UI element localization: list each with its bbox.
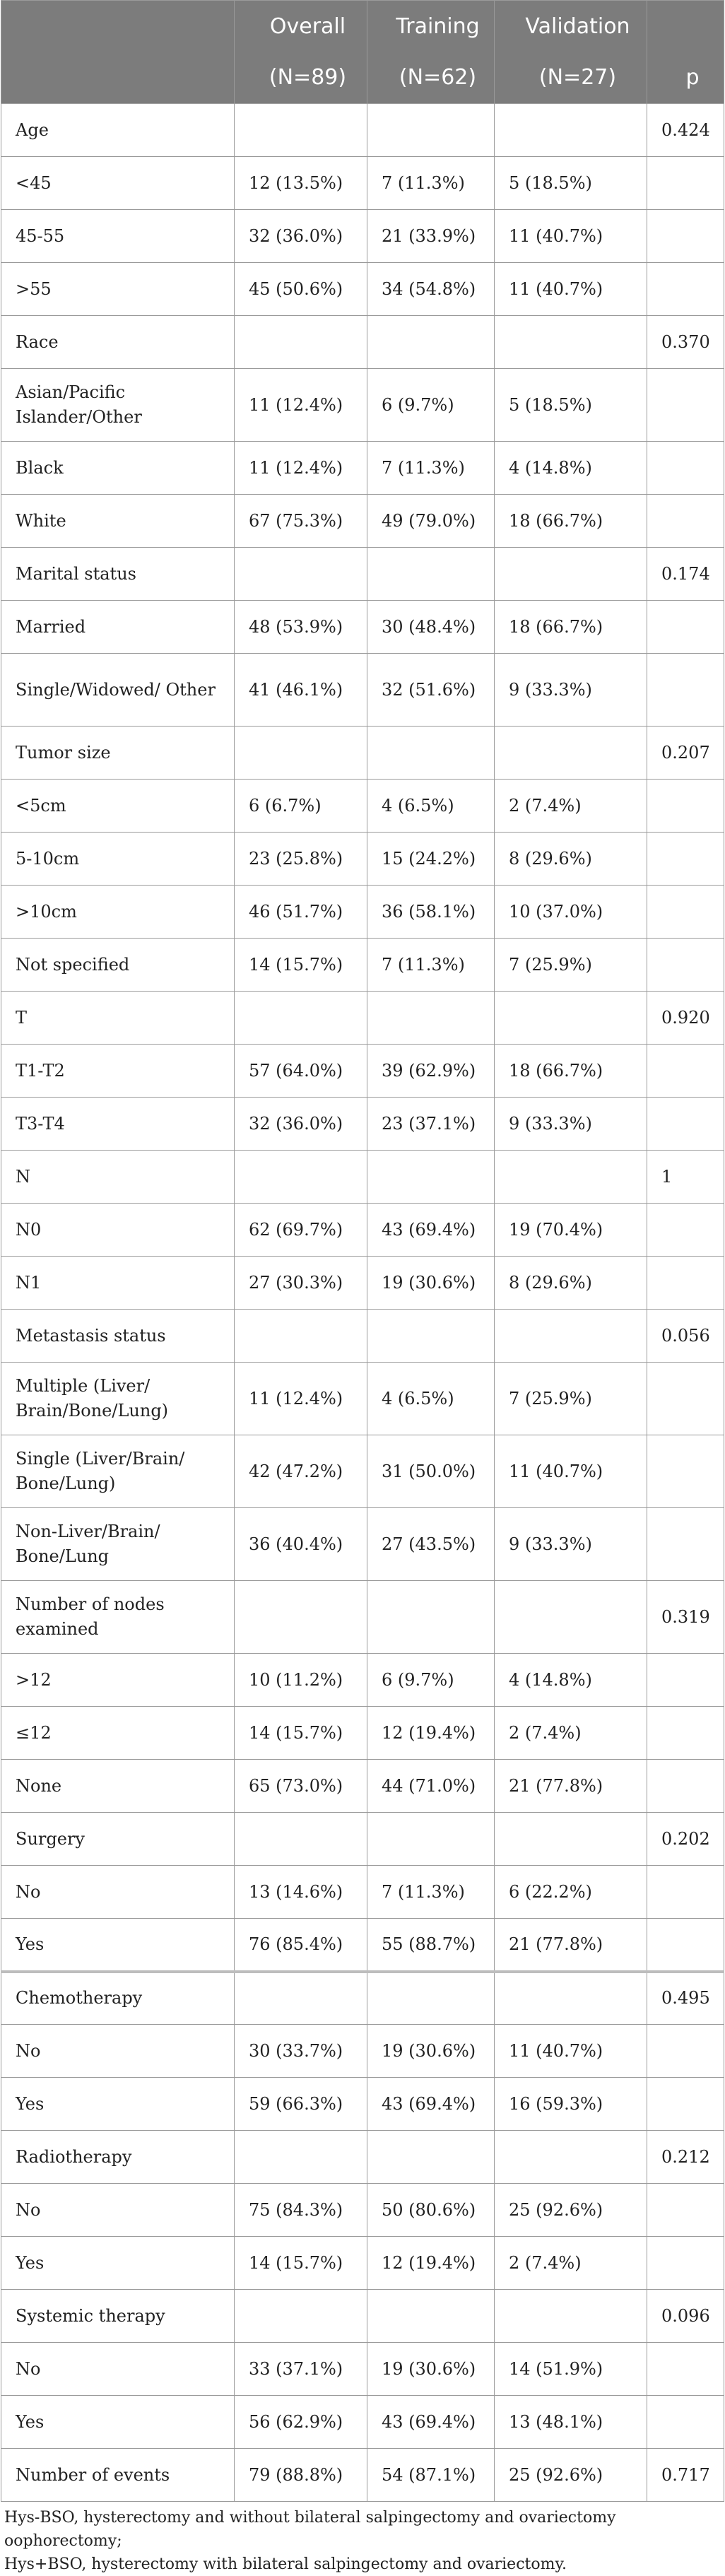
cell-validation: 18 (66.7%) (495, 495, 647, 548)
cell-training (367, 316, 495, 369)
cell-training (367, 1972, 495, 2025)
cell-p: 0.920 (647, 992, 724, 1045)
cell-p (647, 442, 724, 495)
table-row-group (1, 1151, 724, 1204)
row-label: Chemotherapy (1, 1972, 235, 2025)
row-label: Metastasis status (1, 1310, 235, 1363)
cell-validation: 6 (22.2%) (495, 1866, 647, 1919)
cell-validation: 9 (33.3%) (495, 654, 647, 727)
cell-p (647, 369, 724, 442)
cell-training: 21 (33.9%) (367, 210, 495, 263)
cell-p (647, 1435, 724, 1508)
cell-overall: 11 (12.4%) (235, 442, 367, 495)
cell-p (647, 886, 724, 939)
cell-validation: 7 (25.9%) (495, 1363, 647, 1435)
header-training: Training (367, 1, 495, 52)
cell-overall (235, 992, 367, 1045)
cell-overall: 11 (12.4%) (235, 369, 367, 442)
cell-training: 32 (51.6%) (367, 654, 495, 727)
cell-overall: 56 (62.9%) (235, 2396, 367, 2449)
cell-training (367, 2290, 495, 2343)
cell-overall: 6 (6.7%) (235, 780, 367, 833)
table-row (1, 2343, 724, 2396)
table-row-group (1, 1581, 724, 1654)
cell-validation (495, 1581, 647, 1654)
cell-p (647, 939, 724, 992)
cell-validation (495, 1972, 647, 2025)
row-label: Number of events (1, 2449, 235, 2502)
cell-overall: 32 (36.0%) (235, 210, 367, 263)
cell-p (647, 1707, 724, 1760)
table-row-group (1, 727, 724, 780)
cell-training: 12 (19.4%) (367, 1707, 495, 1760)
cell-p: 1 (647, 1151, 724, 1204)
cell-validation: 11 (40.7%) (495, 2025, 647, 2078)
cell-validation: 14 (51.9%) (495, 2343, 647, 2396)
cell-overall (235, 316, 367, 369)
cell-overall: 27 (30.3%) (235, 1257, 367, 1310)
cell-p (647, 2025, 724, 2078)
table-row (1, 1257, 724, 1310)
header-n-validation: (N=27) (495, 52, 647, 104)
row-label: Marital status (1, 548, 235, 601)
cell-p (647, 2396, 724, 2449)
cell-p (647, 1363, 724, 1435)
cell-validation: 19 (70.4%) (495, 1204, 647, 1257)
table-row-group (1, 1813, 724, 1866)
table-row-group (1, 104, 724, 157)
cell-training: 50 (80.6%) (367, 2184, 495, 2237)
cell-validation: 9 (33.3%) (495, 1508, 647, 1581)
cell-p (647, 2343, 724, 2396)
cell-validation (495, 1151, 647, 1204)
cell-overall (235, 1581, 367, 1654)
cell-training: 6 (9.7%) (367, 1654, 495, 1707)
cell-training (367, 2131, 495, 2184)
row-label: Black (1, 442, 235, 495)
cell-training: 7 (11.3%) (367, 939, 495, 992)
table-row (1, 1866, 724, 1919)
cell-p (647, 654, 724, 727)
row-label: Single/Widowed/ Other (1, 654, 235, 727)
cell-validation: 16 (59.3%) (495, 2078, 647, 2131)
cell-overall: 23 (25.8%) (235, 833, 367, 886)
cell-p: 0.207 (647, 727, 724, 780)
cell-validation (495, 727, 647, 780)
table-row (1, 1654, 724, 1707)
row-label: T3-T4 (1, 1098, 235, 1151)
cell-overall (235, 1972, 367, 2025)
row-label: Yes (1, 1919, 235, 1972)
cell-overall: 42 (47.2%) (235, 1435, 367, 1508)
cell-overall: 11 (12.4%) (235, 1363, 367, 1435)
cell-overall: 33 (37.1%) (235, 2343, 367, 2396)
cell-overall (235, 727, 367, 780)
row-label: >55 (1, 263, 235, 316)
footnote (0, 2502, 725, 2576)
cell-training: 12 (19.4%) (367, 2237, 495, 2290)
cell-overall: 57 (64.0%) (235, 1045, 367, 1098)
cell-validation: 10 (37.0%) (495, 886, 647, 939)
row-label: Not specified (1, 939, 235, 992)
row-label: >10cm (1, 886, 235, 939)
table-row (1, 939, 724, 992)
row-label: Married (1, 601, 235, 654)
characteristics-table (1, 0, 724, 2502)
table-row-group (1, 992, 724, 1045)
row-label: No (1, 2184, 235, 2237)
cell-training: 43 (69.4%) (367, 1204, 495, 1257)
cell-validation: 2 (7.4%) (495, 2237, 647, 2290)
cell-p (647, 780, 724, 833)
cell-training: 19 (30.6%) (367, 2025, 495, 2078)
table-row (1, 601, 724, 654)
row-label: N1 (1, 1257, 235, 1310)
footnote-line-2: Hys+BSO, hysterectomy with bilateral salpingectomy and ovariectomy. (4, 2556, 567, 2573)
table-row (1, 654, 724, 727)
cell-training: 30 (48.4%) (367, 601, 495, 654)
cell-training: 19 (30.6%) (367, 1257, 495, 1310)
cell-validation: 4 (14.8%) (495, 442, 647, 495)
table-header (1, 1, 724, 104)
cell-overall: 13 (14.6%) (235, 1866, 367, 1919)
row-label: 45-55 (1, 210, 235, 263)
cell-validation: 11 (40.7%) (495, 210, 647, 263)
cell-training: 43 (69.4%) (367, 2396, 495, 2449)
table-row (1, 833, 724, 886)
table-row (1, 442, 724, 495)
cell-validation: 25 (92.6%) (495, 2449, 647, 2502)
cell-validation: 5 (18.5%) (495, 157, 647, 210)
cell-overall: 79 (88.8%) (235, 2449, 367, 2502)
row-label: ≤12 (1, 1707, 235, 1760)
cell-p (647, 601, 724, 654)
cell-overall: 36 (40.4%) (235, 1508, 367, 1581)
table-row (1, 1760, 724, 1813)
cell-p: 0.319 (647, 1581, 724, 1654)
cell-overall (235, 1151, 367, 1204)
cell-p: 0.174 (647, 548, 724, 601)
cell-validation: 9 (33.3%) (495, 1098, 647, 1151)
cell-p (647, 833, 724, 886)
cell-p (647, 495, 724, 548)
cell-p: 0.495 (647, 1972, 724, 2025)
cell-training: 7 (11.3%) (367, 1866, 495, 1919)
cell-validation: 5 (18.5%) (495, 369, 647, 442)
cell-p: 0.717 (647, 2449, 724, 2502)
row-label: Age (1, 104, 235, 157)
cell-overall: 48 (53.9%) (235, 601, 367, 654)
cell-training: 19 (30.6%) (367, 2343, 495, 2396)
cell-p: 0.056 (647, 1310, 724, 1363)
header-blank (1, 1, 235, 52)
cell-p (647, 1204, 724, 1257)
cell-validation (495, 548, 647, 601)
row-label: 5-10cm (1, 833, 235, 886)
table-row (1, 2078, 724, 2131)
cell-validation: 11 (40.7%) (495, 263, 647, 316)
header-n-training: (N=62) (367, 52, 495, 104)
row-label: T1-T2 (1, 1045, 235, 1098)
row-label: Race (1, 316, 235, 369)
table-row (1, 157, 724, 210)
cell-validation: 21 (77.8%) (495, 1760, 647, 1813)
cell-validation (495, 1813, 647, 1866)
cell-overall: 14 (15.7%) (235, 939, 367, 992)
header-blank-2 (1, 52, 235, 104)
table-row-group (1, 1972, 724, 2025)
cell-training: 55 (88.7%) (367, 1919, 495, 1972)
table-row (1, 2396, 724, 2449)
cell-validation: 13 (48.1%) (495, 2396, 647, 2449)
row-label: <45 (1, 157, 235, 210)
cell-training (367, 992, 495, 1045)
cell-validation (495, 2131, 647, 2184)
cell-p (647, 1098, 724, 1151)
table-row-group (1, 2290, 724, 2343)
cell-validation (495, 316, 647, 369)
table-row (1, 2025, 724, 2078)
cell-overall: 59 (66.3%) (235, 2078, 367, 2131)
cell-overall: 30 (33.7%) (235, 2025, 367, 2078)
cell-p (647, 1866, 724, 1919)
cell-overall: 76 (85.4%) (235, 1919, 367, 1972)
table-row (1, 495, 724, 548)
table-row (1, 1363, 724, 1435)
row-label: Radiotherapy (1, 2131, 235, 2184)
cell-training: 4 (6.5%) (367, 1363, 495, 1435)
table-row-group (1, 548, 724, 601)
cell-overall: 75 (84.3%) (235, 2184, 367, 2237)
cell-overall: 65 (73.0%) (235, 1760, 367, 1813)
cell-training: 39 (62.9%) (367, 1045, 495, 1098)
cell-overall: 14 (15.7%) (235, 2237, 367, 2290)
cell-validation (495, 992, 647, 1045)
cell-training: 27 (43.5%) (367, 1508, 495, 1581)
row-label: Non-Liver/Brain/ Bone/Lung (1, 1508, 235, 1581)
cell-training (367, 1151, 495, 1204)
cell-overall: 12 (13.5%) (235, 157, 367, 210)
table-row (1, 886, 724, 939)
cell-overall: 46 (51.7%) (235, 886, 367, 939)
cell-p (647, 157, 724, 210)
row-label: Yes (1, 2396, 235, 2449)
cell-overall (235, 2290, 367, 2343)
table-body (1, 104, 724, 2502)
row-label: None (1, 1760, 235, 1813)
cell-p (647, 1654, 724, 1707)
table-row (1, 263, 724, 316)
cell-training: 49 (79.0%) (367, 495, 495, 548)
cell-validation: 21 (77.8%) (495, 1919, 647, 1972)
cell-overall: 32 (36.0%) (235, 1098, 367, 1151)
cell-p (647, 210, 724, 263)
cell-validation: 7 (25.9%) (495, 939, 647, 992)
cell-training: 54 (87.1%) (367, 2449, 495, 2502)
cell-p: 0.096 (647, 2290, 724, 2343)
cell-validation: 2 (7.4%) (495, 1707, 647, 1760)
row-label: Surgery (1, 1813, 235, 1866)
cell-p (647, 1045, 724, 1098)
row-label: Yes (1, 2237, 235, 2290)
cell-p: 0.202 (647, 1813, 724, 1866)
header-p-blank (647, 1, 724, 52)
cell-validation: 18 (66.7%) (495, 601, 647, 654)
cell-overall (235, 548, 367, 601)
cell-overall (235, 104, 367, 157)
cell-p (647, 1919, 724, 1972)
cell-p (647, 2237, 724, 2290)
cell-training: 43 (69.4%) (367, 2078, 495, 2131)
header-p: p (647, 52, 724, 104)
table-row (1, 1508, 724, 1581)
cell-training: 7 (11.3%) (367, 157, 495, 210)
cell-overall: 14 (15.7%) (235, 1707, 367, 1760)
row-label: No (1, 1866, 235, 1919)
row-label: Tumor size (1, 727, 235, 780)
cell-overall: 41 (46.1%) (235, 654, 367, 727)
cell-overall: 62 (69.7%) (235, 1204, 367, 1257)
header-validation: Validation (495, 1, 647, 52)
row-label: N (1, 1151, 235, 1204)
cell-validation: 8 (29.6%) (495, 1257, 647, 1310)
table-row-group (1, 2449, 724, 2502)
cell-validation: 18 (66.7%) (495, 1045, 647, 1098)
header-n-overall: (N=89) (235, 52, 367, 104)
footnote-line-1: Hys-BSO, hysterectomy and without bilateral salpingectomy and ovariectomy oophorectomy; (4, 2509, 616, 2550)
cell-p: 0.370 (647, 316, 724, 369)
table-row-group (1, 2131, 724, 2184)
table-row (1, 1098, 724, 1151)
table-row (1, 2184, 724, 2237)
row-label: No (1, 2025, 235, 2078)
cell-p (647, 2184, 724, 2237)
table-row (1, 1435, 724, 1508)
row-label: <5cm (1, 780, 235, 833)
cell-training (367, 548, 495, 601)
cell-validation (495, 104, 647, 157)
cell-overall (235, 1813, 367, 1866)
row-label: Systemic therapy (1, 2290, 235, 2343)
row-label: Multiple (Liver/ Brain/Bone/Lung) (1, 1363, 235, 1435)
cell-p (647, 263, 724, 316)
table-row (1, 210, 724, 263)
table-row (1, 1707, 724, 1760)
cell-p (647, 2078, 724, 2131)
cell-training: 6 (9.7%) (367, 369, 495, 442)
cell-training (367, 727, 495, 780)
cell-p (647, 1508, 724, 1581)
cell-p (647, 1257, 724, 1310)
cell-training: 7 (11.3%) (367, 442, 495, 495)
row-label: N0 (1, 1204, 235, 1257)
cell-training (367, 104, 495, 157)
cell-training (367, 1581, 495, 1654)
cell-validation: 11 (40.7%) (495, 1435, 647, 1508)
row-label: Number of nodes examined (1, 1581, 235, 1654)
table-row-group (1, 1310, 724, 1363)
cell-validation: 4 (14.8%) (495, 1654, 647, 1707)
row-label: Asian/Pacific Islander/Other (1, 369, 235, 442)
row-label: Single (Liver/Brain/ Bone/Lung) (1, 1435, 235, 1508)
cell-validation: 25 (92.6%) (495, 2184, 647, 2237)
header-overall: Overall (235, 1, 367, 52)
cell-training: 4 (6.5%) (367, 780, 495, 833)
row-label: T (1, 992, 235, 1045)
cell-training: 34 (54.8%) (367, 263, 495, 316)
table-row (1, 780, 724, 833)
row-label: No (1, 2343, 235, 2396)
table-row (1, 1919, 724, 1972)
table-row (1, 369, 724, 442)
row-label: Yes (1, 2078, 235, 2131)
row-label: White (1, 495, 235, 548)
cell-training (367, 1813, 495, 1866)
cell-training: 15 (24.2%) (367, 833, 495, 886)
cell-training (367, 1310, 495, 1363)
cell-training: 23 (37.1%) (367, 1098, 495, 1151)
cell-p: 0.424 (647, 104, 724, 157)
table-row (1, 1045, 724, 1098)
cell-validation (495, 2290, 647, 2343)
cell-overall (235, 1310, 367, 1363)
cell-overall: 45 (50.6%) (235, 263, 367, 316)
row-label: >12 (1, 1654, 235, 1707)
cell-p (647, 1760, 724, 1813)
cell-training: 44 (71.0%) (367, 1760, 495, 1813)
cell-validation: 2 (7.4%) (495, 780, 647, 833)
cell-p: 0.212 (647, 2131, 724, 2184)
table-row (1, 1204, 724, 1257)
table-row-group (1, 316, 724, 369)
cell-validation: 8 (29.6%) (495, 833, 647, 886)
cell-overall (235, 2131, 367, 2184)
table-row (1, 2237, 724, 2290)
cell-overall: 67 (75.3%) (235, 495, 367, 548)
cell-training: 31 (50.0%) (367, 1435, 495, 1508)
cell-validation (495, 1310, 647, 1363)
cell-overall: 10 (11.2%) (235, 1654, 367, 1707)
cell-training: 36 (58.1%) (367, 886, 495, 939)
